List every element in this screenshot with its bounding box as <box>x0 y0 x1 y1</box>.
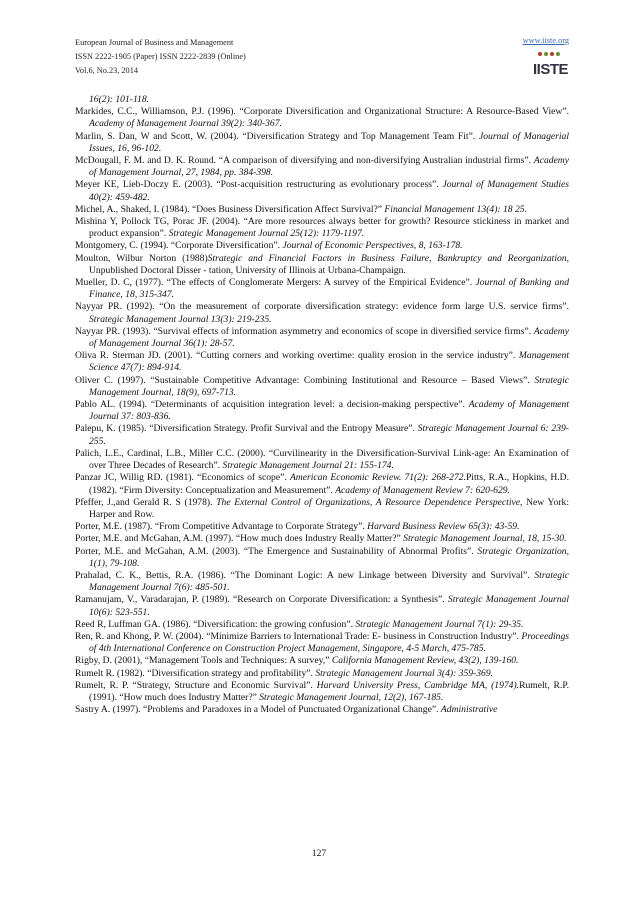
reference-source: Strategic Management Journal 25(12): 1179-1197. <box>168 228 365 240</box>
reference-text: Michel, A., Shaked, I. (1984). “Does Business Diversification Affect Survival?” <box>75 203 385 215</box>
reference-text: Pitts, R.A., Hopkins, H.D. (1982). “Firm Diversity: Conceptualization and Measurement”. <box>89 472 569 496</box>
reference-entry <box>75 472 569 496</box>
reference-source: 16(2): 101-118. <box>89 94 150 105</box>
issn-line: ISSN 2222-1905 (Paper) ISSN 2222-2839 (Online) <box>75 52 246 61</box>
reference-source: Academy of Management Journal 39(2): 340-367. <box>89 118 282 130</box>
reference-entry <box>75 668 569 680</box>
reference-text: Moulton, Wilbur Norton (1988) <box>75 252 208 264</box>
reference-entry <box>75 106 569 130</box>
reference-entry <box>75 277 569 301</box>
reference-source: Academy of Management Review 7: 620-629. <box>335 484 510 496</box>
reference-source: Academy of Management Journal 37: 803-836. <box>89 399 569 423</box>
reference-text: Ren, R. and Khong, P. W. (2004). “Minimize Barriers to International Trade: E- business in Construction Industry”. <box>75 630 522 642</box>
reference-entry <box>75 301 569 325</box>
reference-source: Strategic Management Journal 6: 239-255. <box>89 423 569 447</box>
iiste-logo <box>533 52 569 78</box>
reference-entry <box>75 423 569 447</box>
reference-source: Strategic Management Journal 21: 155-174. <box>222 460 394 472</box>
reference-source: Administrative <box>440 704 498 716</box>
reference-source: Proceedings of 4th International Conference on Construction Project Management, Singapore, 4-5 March, 475-785. <box>89 630 569 655</box>
reference-text: Pablo AL. (1994). “Determinants of acquisition integration level: a decision-making perspective”. <box>75 399 469 411</box>
reference-source: Journal of Management Studies 40(2): 459-482. <box>89 179 569 203</box>
reference-source: Strategic Organization, 1(1), 79-108. <box>89 545 569 569</box>
reference-source: Management Science 47(7): 894-914. <box>89 350 569 374</box>
reference-text: Mueller, D. C, (1977). “The effects of Conglomerate Mergers: A survey of the Empirical Evidence”. <box>75 277 476 289</box>
reference-list <box>75 94 569 716</box>
reference-source: Strategic and Financial Factors in Business Failure, Bankruptcy and Reorganization <box>207 252 567 264</box>
reference-entry <box>75 680 569 704</box>
journal-title: European Journal of Business and Management <box>75 38 234 47</box>
reference-entry <box>75 399 569 423</box>
reference-text: Palepu, K. (1985). “Diversification Strategy. Profit Survival and the Entropy Measure”. <box>75 423 418 435</box>
reference-text: Rumelt, R. P. “Strategy, Structure and Economic Survival”. <box>75 679 317 691</box>
reference-continuation <box>75 94 569 106</box>
reference-text: Markides, C.C., Williamson, P.J. (1996). “Corporate Diversification and Organizational Structure: A Resource-Based View”. <box>75 106 569 118</box>
reference-source: Strategic Management Journal 10(6): 523-551. <box>89 594 569 618</box>
reference-entry <box>75 204 569 216</box>
reference-text: Rumelt, R.P. (1991). “How much does Industry Matter?” <box>89 679 569 703</box>
reference-source: Harvard University Press, Cambridge MA, (1974). <box>316 679 520 691</box>
reference-source: Financial Management 13(4): 18 25. <box>384 203 527 215</box>
page-number: 127 <box>311 848 327 859</box>
reference-text: Oliver C. (1997). “Sustainable Competitive Advantage: Combining Institutional and Resource – Based Views”. <box>75 374 535 386</box>
reference-source: Strategic Management Journal 7(6): 485-501. <box>89 569 569 594</box>
reference-text: Oliva R. Sterman JD. (2001). “Cutting corners and working overtime: quality erosion in the service industry”. <box>75 350 519 362</box>
reference-text: Porter, M.E. (1987). “From Competitive Advantage to Corporate Strategy”. <box>75 521 368 533</box>
reference-text: Ramanujam, V., Varadarajan, P. (1989). “Research on Corporate Diversification: a Synthesis”. <box>75 594 448 606</box>
reference-text: Mishina Y, Pollock TG, Porac JF. (2004). “Are more resources always better for growth? Resource stickiness in market and product expansion”. <box>75 216 569 240</box>
reference-entry <box>75 350 569 374</box>
reference-source: Academy of Management Journal, 27, 1984, pp. 384-398. <box>89 155 569 179</box>
reference-text: Reed R, Luffman GA. (1986). “Diversification: the growing confusion”. <box>75 618 356 630</box>
reference-text: Sastry A. (1997). “Problems and Paradoxes in a Model of Punctuated Organizational Change”. <box>75 704 441 716</box>
reference-text: Montgomery, C. (1994). “Corporate Diversification”. <box>75 240 283 252</box>
logo-text: IISTE <box>533 61 569 78</box>
reference-text: McDougall, F. M. and D. K. Round. “A comparison of diversifying and non-diversifying Australian industrial firms”. <box>75 155 534 167</box>
reference-text: Porter, M.E. and McGahan, A.M. (1997). “How much does Industry Really Matter?” <box>75 533 404 545</box>
reference-entry <box>75 179 569 203</box>
reference-entry <box>75 619 569 631</box>
reference-source: Strategic Management Journal, 12(2), 167-185. <box>259 691 444 703</box>
reference-text: Rumelt R. (1982). “Diversification strategy and profitability”. <box>75 667 316 679</box>
page-header <box>75 36 569 82</box>
reference-text: Porter, M.E. and McGahan, A.M. (2003). “The Emergence and Sustainability of Abnormal Profits”. <box>75 545 478 557</box>
reference-source: Journal of Managerial Issues, 16, 96-102. <box>89 130 569 154</box>
reference-entry <box>75 497 569 521</box>
reference-source: Academy of Management Journal 36(1): 28-57. <box>89 325 569 350</box>
reference-entry <box>75 631 569 655</box>
reference-source: Strategic Management Journal 13(3): 219-235. <box>89 313 272 325</box>
reference-text: Nayyar PR. (1992). “On the measurement of corporate diversification strategy: evidence form large U.S. service firms”. <box>75 301 569 313</box>
reference-text: Panzar JC, Willig RD. (1981). “Economics of scope”. <box>75 472 290 484</box>
reference-text: , New York: Harper and Row. <box>89 496 569 520</box>
reference-entry <box>75 448 569 472</box>
reference-source: California Management Review, 43(2), 139-160. <box>331 655 519 667</box>
reference-entry <box>75 533 569 545</box>
reference-source: American Economic Review. 71(2): 268-272. <box>289 472 466 484</box>
reference-entry <box>75 216 569 240</box>
reference-text: Nayyar PR. (1993). “Survival effects of information asymmetry and economics of scope in diversified service firms”. <box>75 325 534 337</box>
reference-source: Strategic Management Journal 3(4): 359-369. <box>315 667 494 679</box>
reference-text: Rigby, D. (2001), “Management Tools and Techniques: A survey,” <box>75 655 332 667</box>
reference-entry <box>75 521 569 533</box>
reference-text: Prahalad, C. K., Bettis, R.A. (1986). “The Dominant Logic: A new Linkage between Diversity and Survival”. <box>75 569 535 581</box>
reference-entry <box>75 704 569 716</box>
reference-text: Palich, L.E., Cardinal, L.B., Miller C.C. (2000). “Curvilinearity in the Diversification-Survival Link-age: An Examination of over Three Decades of Research”. <box>75 447 569 472</box>
reference-entry <box>75 131 569 155</box>
reference-source: Strategic Management Journal 7(1): 29-35. <box>355 618 524 630</box>
journal-url-link[interactable]: www.iiste.org <box>522 36 569 45</box>
reference-entry <box>75 253 569 277</box>
reference-source: The External Control of Organizations, A Resource Dependence Perspective <box>216 496 521 508</box>
reference-source: Harvard Business Review 65(3): 43-59. <box>367 521 520 533</box>
reference-text: Marlin, S. Dan, W and Scott, W. (2004). “Diversification Strategy and Top Management Team Fit”. <box>75 130 479 142</box>
journal-info <box>75 36 569 78</box>
reference-source: Journal of Economic Perspectives, 8, 163-178. <box>282 240 463 252</box>
reference-text: , Unpublished Doctoral Disser - tation, University of Illinois at Urbana-Champaign. <box>89 252 569 276</box>
reference-entry <box>75 594 569 618</box>
reference-source: Journal of Banking and Finance, 18, 315-347. <box>89 277 569 301</box>
reference-text: Pfeffer, J.,and Gerald R. S (1978). <box>75 496 217 508</box>
reference-entry <box>75 546 569 570</box>
volume-line: Vol.6, No.23, 2014 <box>75 66 138 75</box>
reference-entry <box>75 240 569 252</box>
reference-entry <box>75 155 569 179</box>
reference-source: Strategic Management Journal, 18, 15-30. <box>403 533 567 545</box>
reference-entry <box>75 375 569 399</box>
reference-source: Strategic Management Journal, 18(9), 697-713. <box>89 374 569 398</box>
reference-text: Meyer KE, Lieb-Doczy E. (2003). “Post-acquisition restructuring as evolutionary process”. <box>75 179 443 191</box>
reference-entry <box>75 326 569 350</box>
reference-entry <box>75 570 569 594</box>
reference-entry <box>75 655 569 667</box>
